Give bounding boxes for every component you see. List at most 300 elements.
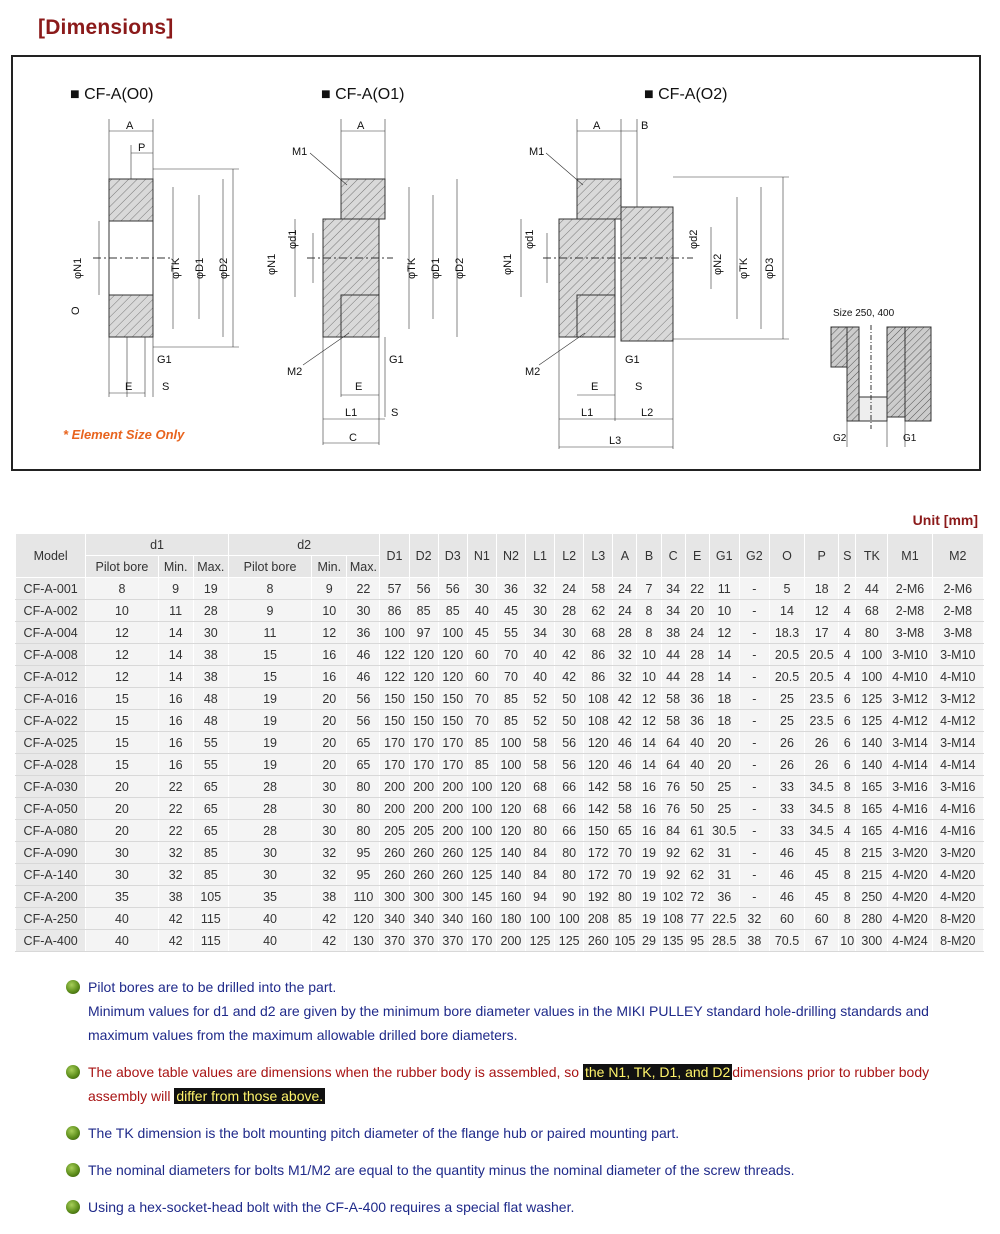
table-cell: 46 [347,644,380,666]
table-cell: 12 [86,666,158,688]
table-cell: 370 [438,930,467,952]
table-cell: 33 [769,776,804,798]
table-cell: 70.5 [769,930,804,952]
table-cell: 70 [496,666,525,688]
table-cell: 4 [839,820,856,842]
dim-g1-inset: G1 [903,433,917,444]
table-cell: 58 [584,578,613,600]
table-cell: 122 [380,666,409,688]
table-cell: 108 [661,908,685,930]
table-row [16,732,984,754]
table-body [16,578,984,952]
table-cell: 40 [526,644,555,666]
dim-s-o0: S [162,381,170,393]
table-cell: 28 [228,776,311,798]
table-cell: 10 [709,600,739,622]
table-cell: 30 [312,820,347,842]
table-cell: 12 [709,622,739,644]
table-cell: 100 [526,908,555,930]
table-cell: 40 [86,930,158,952]
table-cell: 100 [856,666,888,688]
table-cell: 80 [856,622,888,644]
table-cell: 32 [158,864,193,886]
table-cell: 35 [86,886,158,908]
table-cell: 85 [613,908,637,930]
table-cell: - [739,622,769,644]
table-cell: 94 [526,886,555,908]
table-cell: 86 [584,666,613,688]
table-cell: 18 [805,578,839,600]
table-cell: 340 [409,908,438,930]
table-cell: 15 [228,666,311,688]
table-cell: 19 [637,908,661,930]
table-cell: 85 [496,710,525,732]
table-cell: 58 [526,754,555,776]
table-cell: 46 [613,732,637,754]
table-cell: 34.5 [805,776,839,798]
table-cell: 140 [856,754,888,776]
dim-l1-o2: L1 [581,407,594,419]
table-cell: 15 [86,688,158,710]
table-cell: 300 [438,886,467,908]
table-cell: 45 [496,600,525,622]
dim-d2-o0: φD2 [218,257,230,279]
table-cell: 30 [86,864,158,886]
model-cell: CF-A-008 [16,644,86,666]
table-cell: 11 [158,600,193,622]
table-cell: 25 [709,776,739,798]
table-cell: 24 [555,578,584,600]
table-cell: 30 [312,776,347,798]
table-cell: 19 [228,710,311,732]
table-cell: 30 [526,600,555,622]
table-row [16,754,984,776]
table-cell: 31 [709,864,739,886]
table-cell: 125 [856,710,888,732]
table-cell: 19 [637,886,661,908]
table-cell: 2-M6 [888,578,932,600]
th-M1: M1 [888,534,932,578]
table-cell: 20 [685,600,709,622]
green-bullet-icon [66,1163,80,1177]
table-cell: 28 [193,600,228,622]
table-cell: 4 [839,666,856,688]
table-cell: 2-M8 [932,600,983,622]
table-cell: 3-M10 [932,644,983,666]
table-cell: 120 [347,908,380,930]
table-cell: 80 [613,886,637,908]
table-cell: 35 [228,886,311,908]
table-cell: 64 [661,732,685,754]
note-item: Pilot bores are to be drilled into the part. Minimum values for d1 and d2 are given by the minimum bore diameter values in the MIKI PULLEY standard hole-drilling standards and maximum values from the maximum allowable drilled bore diameters. [66,975,976,1047]
table-cell: 170 [380,754,409,776]
table-cell: 4-M20 [888,908,932,930]
table-cell: 150 [409,710,438,732]
table-cell: 19 [637,842,661,864]
th-D2: D2 [409,534,438,578]
table-row [16,842,984,864]
table-row [16,864,984,886]
model-cell: CF-A-001 [16,578,86,600]
th-d2-pilot: Pilot bore [228,556,311,578]
th-L3: L3 [584,534,613,578]
table-cell: 110 [347,886,380,908]
table-cell: 125 [555,930,584,952]
table-cell: 23.5 [805,710,839,732]
table-cell: 34 [661,600,685,622]
table-row [16,776,984,798]
dim-p-o0: P [138,142,146,154]
table-cell: 80 [347,776,380,798]
table-cell: 105 [613,930,637,952]
table-cell: 86 [584,644,613,666]
table-cell: 38 [661,622,685,644]
table-cell: 68 [526,798,555,820]
table-cell: 100 [380,622,409,644]
dim-n2-o2: φN2 [712,253,724,275]
table-cell: - [739,688,769,710]
th-d1-pilot: Pilot bore [86,556,158,578]
dim-e-o0: E [125,381,133,393]
table-cell: 16 [637,798,661,820]
th-d2: d2 [228,534,380,556]
table-cell: 85 [467,732,496,754]
table-cell: 85 [496,688,525,710]
table-cell: 44 [661,644,685,666]
table-cell: 46 [613,754,637,776]
table-cell: 8 [839,908,856,930]
table-cell: 46 [347,666,380,688]
table-row [16,622,984,644]
table-cell: 172 [584,842,613,864]
table-cell: 12 [86,622,158,644]
th-E: E [685,534,709,578]
table-cell: 30 [347,600,380,622]
table-cell: 4-M12 [932,710,983,732]
table-cell: 65 [193,776,228,798]
table-row [16,600,984,622]
table-cell: 20 [86,820,158,842]
table-cell: 340 [438,908,467,930]
dim-d1-small-o2: φd1 [524,229,536,249]
table-cell: 42 [613,688,637,710]
green-bullet-icon [66,1126,80,1140]
dim-l1-o1: L1 [345,407,358,419]
dim-c-o1: C [349,432,357,444]
table-cell: 8 [839,864,856,886]
th-TK: TK [856,534,888,578]
table-cell: 4-M24 [888,930,932,952]
model-cell: CF-A-030 [16,776,86,798]
table-cell: 15 [228,644,311,666]
table-cell: 61 [685,820,709,842]
table-cell: 56 [555,754,584,776]
table-cell: 26 [769,732,804,754]
th-d1: d1 [86,534,229,556]
table-cell: 170 [438,754,467,776]
table-cell: 50 [555,710,584,732]
note-item: The TK dimension is the bolt mounting pitch diameter of the flange hub or paired mounting part. [66,1121,976,1145]
table-cell: 250 [856,886,888,908]
table-cell: 260 [438,842,467,864]
th-N1: N1 [467,534,496,578]
table-cell: 260 [409,842,438,864]
table-cell: 14 [637,732,661,754]
table-cell: 300 [409,886,438,908]
table-cell: - [739,732,769,754]
table-cell: 19 [228,732,311,754]
table-cell: 34 [526,622,555,644]
table-cell: 260 [409,864,438,886]
table-cell: 28 [228,820,311,842]
model-cell: CF-A-200 [16,886,86,908]
view-o2-drawing [521,119,789,449]
table-cell: 4-M20 [888,864,932,886]
table-cell: 205 [380,820,409,842]
table-cell: 22 [158,776,193,798]
table-cell: 62 [685,842,709,864]
table-cell: 23.5 [805,688,839,710]
table-cell: 100 [467,820,496,842]
table-cell: 38 [312,886,347,908]
table-cell: 8-M20 [932,930,983,952]
table-cell: 95 [347,842,380,864]
table-cell: 12 [637,710,661,732]
table-cell: 22.5 [709,908,739,930]
dim-g1-o0: G1 [157,354,172,366]
table-cell: 34 [661,578,685,600]
table-cell: 100 [467,798,496,820]
view-label-o1: ■ CF-A(O1) [321,86,405,103]
table-cell: 16 [158,732,193,754]
highlight-text: differ from those above. [176,1088,324,1104]
table-cell: 115 [193,908,228,930]
table-row [16,798,984,820]
table-cell: 85 [193,842,228,864]
table-cell: 58 [661,688,685,710]
table-cell: 10 [312,600,347,622]
table-cell: 15 [86,732,158,754]
th-D3: D3 [438,534,467,578]
table-cell: 36 [685,688,709,710]
table-cell: 24 [685,622,709,644]
table-cell: 8 [228,578,311,600]
table-cell: - [739,578,769,600]
dim-g1-o1: G1 [389,354,404,366]
table-cell: 70 [613,842,637,864]
dim-b-o2: B [641,120,649,132]
table-cell: 40 [228,908,311,930]
table-cell: 40 [685,754,709,776]
table-cell: 40 [86,908,158,930]
unit-label: Unit [mm] [912,512,978,528]
dim-a-o1: A [357,120,365,132]
table-cell: 120 [409,666,438,688]
dim-g2-inset: G2 [833,433,847,444]
table-row [16,820,984,842]
th-d2-min: Min. [312,556,347,578]
table-cell: 34.5 [805,820,839,842]
table-cell: 85 [467,754,496,776]
table-cell: 90 [555,886,584,908]
table-cell: 45 [467,622,496,644]
table-cell: 3-M14 [888,732,932,754]
dim-e-o1: E [355,381,363,393]
dim-n1-o1: φN1 [266,253,278,275]
table-cell: 22 [158,820,193,842]
table-cell: 84 [526,842,555,864]
table-cell: 14 [769,600,804,622]
dim-o-o0: O [70,306,82,315]
table-cell: - [739,886,769,908]
table-cell: 26 [769,754,804,776]
table-cell: 56 [347,710,380,732]
model-cell: CF-A-022 [16,710,86,732]
table-cell: 280 [856,908,888,930]
table-cell: 215 [856,864,888,886]
table-cell: 70 [613,864,637,886]
table-cell: 205 [409,820,438,842]
table-cell: 100 [467,776,496,798]
table-cell: 66 [555,798,584,820]
table-cell: 10 [637,644,661,666]
page-title: [Dimensions] [38,16,174,39]
th-d1-min: Min. [158,556,193,578]
table-cell: 50 [685,798,709,820]
table-cell: 55 [193,732,228,754]
table-cell: 20 [312,754,347,776]
table-cell: 31 [709,842,739,864]
table-cell: 60 [805,908,839,930]
table-cell: 65 [347,732,380,754]
table-cell: 30 [312,798,347,820]
table-cell: 6 [839,688,856,710]
model-cell: CF-A-004 [16,622,86,644]
model-cell: CF-A-025 [16,732,86,754]
table-cell: 12 [86,644,158,666]
table-cell: 76 [661,798,685,820]
table-cell: 80 [526,820,555,842]
table-cell: 120 [496,776,525,798]
table-cell: 19 [193,578,228,600]
table-cell: 215 [856,842,888,864]
table-cell: 10 [637,666,661,688]
dim-d1-o0: φD1 [194,257,206,279]
table-cell: 140 [856,732,888,754]
table-cell: 28 [685,644,709,666]
table-cell: 10 [839,930,856,952]
table-cell: 15 [86,710,158,732]
table-cell: 34.5 [805,798,839,820]
table-cell: 140 [496,842,525,864]
table-cell: - [739,644,769,666]
table-cell: 2 [839,578,856,600]
table-row [16,666,984,688]
table-cell: 52 [526,710,555,732]
table-cell: 22 [685,578,709,600]
table-cell: 28 [685,666,709,688]
table-cell: 84 [661,820,685,842]
table-cell: 38 [158,886,193,908]
table-cell: 200 [380,798,409,820]
table-cell: 120 [496,820,525,842]
table-cell: 9 [158,578,193,600]
table-cell: 12 [312,622,347,644]
table-cell: 56 [438,578,467,600]
table-cell: 19 [228,688,311,710]
table-cell: 6 [839,732,856,754]
table-cell: 24 [613,578,637,600]
table-cell: 150 [438,710,467,732]
table-cell: 17 [805,622,839,644]
dim-m2-o1: M2 [287,366,303,378]
table-cell: 60 [467,666,496,688]
table-cell: 20.5 [805,644,839,666]
table-cell: 84 [526,864,555,886]
table-cell: 20.5 [769,644,804,666]
table-cell: 370 [380,930,409,952]
table-cell: 108 [584,710,613,732]
table-cell: 4-M12 [888,710,932,732]
th-L2: L2 [555,534,584,578]
table-cell: 8 [839,842,856,864]
dim-tk-o0: φTK [170,257,182,279]
table-cell: - [739,666,769,688]
table-cell: 4-M16 [888,820,932,842]
model-cell: CF-A-028 [16,754,86,776]
table-cell: 46 [769,886,804,908]
table-cell: 120 [438,666,467,688]
table-cell: 58 [613,798,637,820]
table-cell: 20 [86,776,158,798]
table-cell: 200 [409,776,438,798]
table-cell: 125 [467,842,496,864]
table-cell: 7 [637,578,661,600]
table-cell: - [739,842,769,864]
table-cell: 125 [467,864,496,886]
table-cell: 20 [86,798,158,820]
th-d2-max: Max. [347,556,380,578]
table-cell: 48 [193,710,228,732]
table-cell: 19 [228,754,311,776]
table-cell: 115 [193,930,228,952]
table-cell: 92 [661,864,685,886]
table-cell: 260 [584,930,613,952]
table-cell: 50 [685,776,709,798]
table-cell: 16 [158,754,193,776]
dim-m2-o2: M2 [525,366,541,378]
table-cell: 108 [584,688,613,710]
dim-s-o1: S [391,407,399,419]
table-cell: 105 [193,886,228,908]
table-cell: 44 [661,666,685,688]
green-bullet-icon [66,1065,80,1079]
table-cell: 95 [347,864,380,886]
table-cell: 66 [555,820,584,842]
table-cell: 70 [496,644,525,666]
model-cell: CF-A-012 [16,666,86,688]
table-cell: 38 [193,644,228,666]
table-cell: 170 [380,732,409,754]
table-cell: 4-M20 [888,886,932,908]
table-cell: 8 [637,600,661,622]
table-cell: 8 [86,578,158,600]
table-cell: 165 [856,798,888,820]
table-cell: 50 [555,688,584,710]
table-cell: 85 [438,600,467,622]
table-cell: 142 [584,798,613,820]
dim-n1-o2: φN1 [502,253,514,275]
